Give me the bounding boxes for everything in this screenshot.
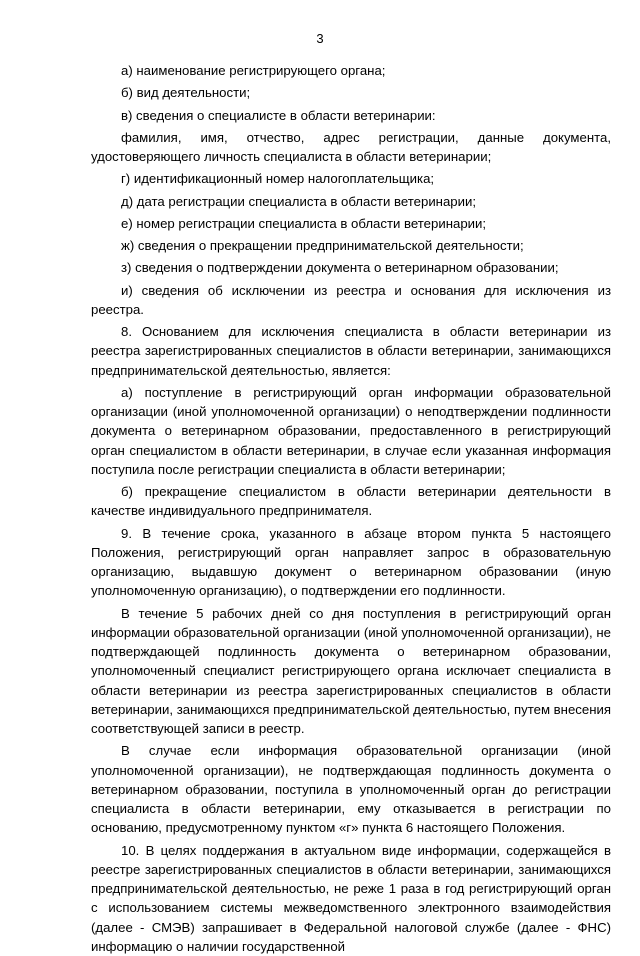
- paragraph-section-9: 9. В течение срока, указанного в абзаце втором пункта 5 настоящего Положения, регистрирующий орган направляет запрос в образовательную организацию, выдавшую документ о ветеринарном образовании (иную уполномоченную организацию), о подтверждении его подлинности.: [91, 524, 611, 601]
- page-number: 3: [0, 31, 640, 47]
- paragraph-item-c-specialist-info: в) сведения о специалисте в области ветеринарии:: [91, 106, 611, 125]
- paragraph-item-e-registration-number: е) номер регистрации специалиста в области ветеринарии;: [91, 214, 611, 233]
- paragraph-item-i-registry-exclusion: и) сведения об исключении из реестра и основания для исключения из реестра.: [91, 281, 611, 320]
- paragraph-item-g-taxpayer-number: г) идентификационный номер налогоплательщика;: [91, 169, 611, 188]
- paragraph-section-8-item-a: а) поступление в регистрирующий орган информации образовательной организации (иной уполномоченной организации) о неподтверждении подлинности документа о ветеринарном образовании, предоставленного в регистрирующий орган специалистом в области ветеринарии, в случае если указанная информация поступила после регистрации специалиста в области ветеринарии;: [91, 383, 611, 479]
- paragraph-item-b-activity-type: б) вид деятельности;: [91, 83, 611, 102]
- paragraph-item-a-name-of-authority: а) наименование регистрирующего органа;: [91, 61, 611, 80]
- paragraph-specialist-personal-data: фамилия, имя, отчество, адрес регистрации, данные документа, удостоверяющего личность специалиста в области ветеринарии;: [91, 128, 611, 167]
- paragraph-section-8: 8. Основанием для исключения специалиста в области ветеринарии из реестра зарегистрированных специалистов в области ветеринарии, занимающихся предпринимательской деятельностью, является:: [91, 322, 611, 380]
- paragraph-item-d-registration-date: д) дата регистрации специалиста в области ветеринарии;: [91, 192, 611, 211]
- paragraph-section-9-refusal: В случае если информация образовательной организации (иной уполномоченной организации), не подтверждающая подлинность документа о ветеринарном образовании, поступила в уполномоченный орган до регистрации специалиста в области ветеринарии, ему отказывается в регистрации по основанию, предусмотренному пунктом «г» пункта 6 настоящего Положения.: [91, 741, 611, 837]
- paragraph-section-10: 10. В целях поддержания в актуальном виде информации, содержащейся в реестре зарегистрированных специалистов в области ветеринарии, занимающихся предпринимательской деятельностью, не реже 1 раза в год регистрирующий орган с использованием системы межведомственного электронного взаимодействия (далее - СМЭВ) запрашивает в Федеральной налоговой службе (далее - ФНС) информацию о наличии государственной: [91, 841, 611, 956]
- document-body: [91, 58, 611, 956]
- paragraph-item-zh-business-termination: ж) сведения о прекращении предпринимательской деятельности;: [91, 236, 611, 255]
- paragraph-section-9-exclusion-term: В течение 5 рабочих дней со дня поступления в регистрирующий орган информации образовательной организации (иной уполномоченной организации), не подтверждающей подлинность документа о ветеринарном образовании, уполномоченный специалист регистрирующего органа исключает специалиста в области ветеринарии из реестра зарегистрированных специалистов в области ветеринарии, занимающихся предпринимательской деятельностью, путем внесения соответствующей записи в реестр.: [91, 604, 611, 739]
- paragraph-item-z-diploma-confirmation: з) сведения о подтверждении документа о ветеринарном образовании;: [91, 258, 611, 277]
- paragraph-section-8-item-b: б) прекращение специалистом в области ветеринарии деятельности в качестве индивидуального предпринимателя.: [91, 482, 611, 521]
